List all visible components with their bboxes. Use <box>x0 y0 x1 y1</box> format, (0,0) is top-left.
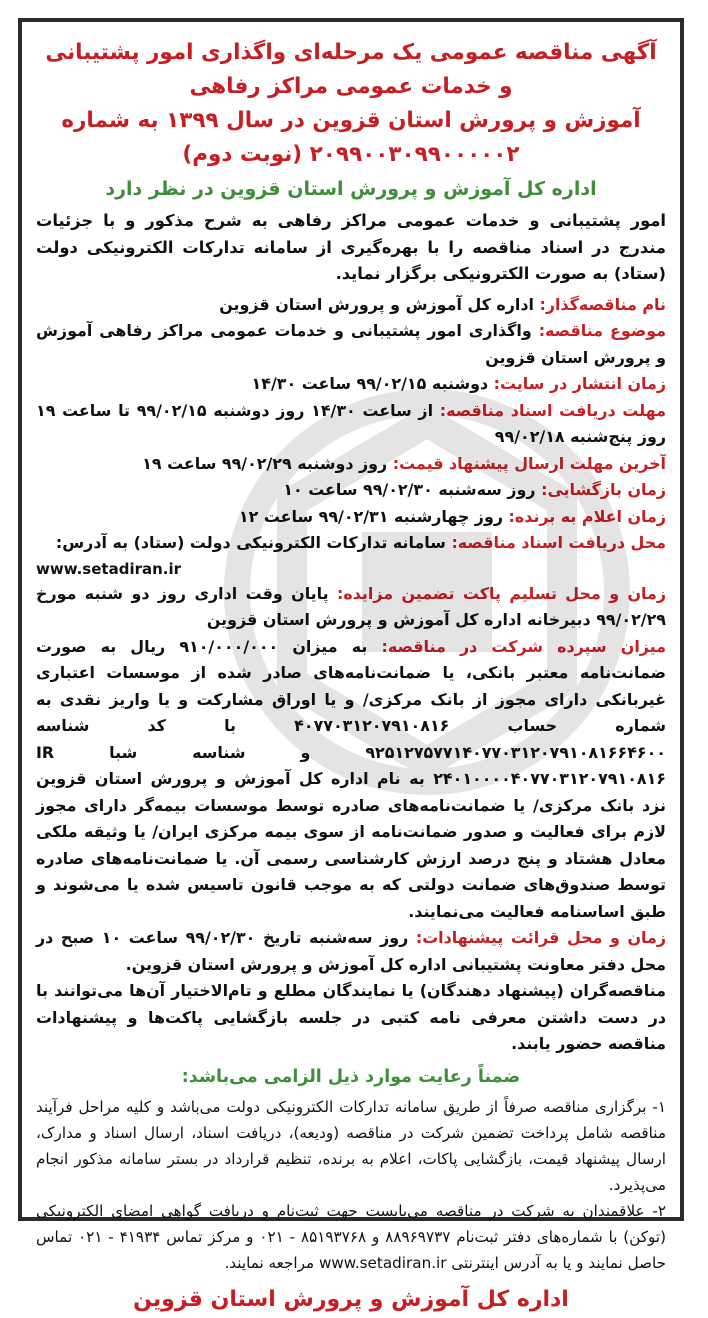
publish-time-value: دوشنبه ۹۹/۰۲/۱۵ ساعت ۱۴/۳۰ <box>251 374 494 393</box>
guarantee-delivery-field <box>36 581 666 634</box>
docs-deadline-field <box>36 398 666 451</box>
organization-line: اداره کل آموزش و پرورش استان قزوین در نظر دارد <box>105 178 597 200</box>
winner-time-value: روز چهارشنبه ۹۹/۰۲/۳۱ ساعت ۱۲ <box>238 506 509 526</box>
guarantee-amount-value: به میزان ۹۱۰/۰۰۰/۰۰۰ ریال به صورت ضمانت‌نامه معتبر بانکی، یا ضمانت‌نامه‌های صادر شده از موسسات اعتباری غیربانکی دارای مجوز از بانک مرکزی/ و یا اوراق مشارکت و یا واریز نقدی به شماره حساب ۴۰۷۷۰۳۱۲۰۷۹۱۰۸۱۶ با کد شناسه ۹۲۵۱۲۷۵۷۷۱۴۰۷۷۰۳۱۲۰۷۹۱۰۸۱۶۶۴۶۰۰ و شناسه شبا IR ۲۴۰۱۰۰۰۰۴۰۷۷۰۳۱۲۰۷۹۱۰۸۱۶ به نام اداره کل آموزش و پرورش استان قزوین نزد بانک مرکزی/ یا ضمانت‌نامه‌های صادره توسط موسسات بیمه‌گر دارای مجوز لازم برای فعالیت و صدور ضمانت‌نامه از سوی بیمه مرکزی ایران/ یا وثیقه ملکی معادل هشتاد و پنج درصد ارزش کارشناسی رسمی آن. یا ضمانت‌نامه‌های صادره توسط صندوق‌های ضمانت دولتی که به موجب قانون تاسیس شده یا می‌شوند و طبق اساسنامه فعالیت می‌نمایند. <box>36 636 667 921</box>
publish-time-label: زمان انتشار در سایت: <box>493 374 666 393</box>
opening-time-value: روز سه‌شنبه ۹۹/۰۲/۳۰ ساعت ۱۰ <box>283 480 542 499</box>
reading-time-value: روز سه‌شنبه تاریخ ۹۹/۰۲/۳۰ ساعت ۱۰ صبح در محل دفتر معاونت پشتیبانی اداره کل آموزش و پرورش استان قزوین. <box>36 928 666 974</box>
bid-deadline-field <box>36 451 666 478</box>
footer-organization: اداره کل آموزش و پرورش استان قزوین <box>133 1286 569 1312</box>
docs-deadline-label: مهلت دریافت اسناد مناقصه: <box>439 400 666 420</box>
docs-place-field <box>36 530 666 557</box>
bid-deadline-value: روز دوشنبه ۹۹/۰۲/۲۹ ساعت ۱۹ <box>142 453 393 473</box>
winner-time-label: زمان اعلام به برنده: <box>508 506 666 526</box>
title-line-1: آگهی مناقصه عمومی یک مرحله‌ای واگذاری امور پشتیبانی و خدمات عمومی مراکز رفاهی <box>45 40 657 99</box>
opening-time-field <box>36 477 666 504</box>
guarantee-delivery-label: زمان و محل تسلیم پاکت تضمین مزایده: <box>337 583 666 603</box>
winner-time-field <box>36 504 666 531</box>
docs-url-link[interactable]: www.setadiran.ir <box>36 559 182 578</box>
bid-deadline-label: آخرین مهلت ارسال پیشنهاد قیمت: <box>392 453 666 473</box>
reading-time-label: زمان و محل قرائت پیشنهادات: <box>415 928 667 947</box>
announcement-frame <box>18 18 684 1312</box>
opening-time-label: زمان بازگشایی: <box>541 480 666 499</box>
docs-deadline-value: از ساعت ۱۴/۳۰ روز دوشنبه ۹۹/۰۲/۱۵ تا ساعت ۱۹ روز پنج‌شنبه ۹۹/۰۲/۱۸ <box>36 400 666 446</box>
guarantee-delivery-value: پایان وقت اداری روز دو شنبه مورخ ۹۹/۰۲/۲۹ دبیرخانه اداره کل آموزش و پرورش استان قزوین <box>36 583 666 629</box>
subject-label: موضوع مناقصه: <box>538 321 666 340</box>
reading-time-field <box>36 925 666 978</box>
subject-value: واگذاری امور پشتیبانی و خدمات عمومی مراکز رفاهی آموزش و پرورش استان قزوین <box>36 321 666 367</box>
docs-place-value: سامانه تدارکات الکترونیکی دولت (ستاد) به آدرس: <box>55 533 452 552</box>
organizer-label: نام مناقصه‌گذار: <box>539 294 666 314</box>
title-line-2: آموزش و پرورش استان قزوین در سال ۱۳۹۹ به شماره ۲۰۹۹۰۰۳۰۹۹۰۰۰۰۰۲ (نوبت دوم) <box>61 108 641 167</box>
publish-time-field <box>36 371 666 398</box>
note-item: ۱- برگزاری مناقصه صرفاً از طریق سامانه تدارکات الکترونیکی دولت می‌باشد و کلیه مراحل فرآیند مناقصه شامل پرداخت تضمین شرکت در مناقصه (ودیعه)، دریافت اسناد، ارسال اسناد و مدارک، ارسال پیشنهاد قیمت، بازگشایی پاکات، اعلام به برنده، تنظیم قرارداد در بستر سامانه مذکور انجام می‌پذیرد. <box>36 1097 666 1194</box>
attendance-paragraph: مناقصه‌گران (پیشنهاد دهندگان) یا نمایندگان مطلع و تام‌الاختیار آن‌ها می‌توانند با در دست داشتن معرفی نامه کتبی در جلسه بازگشایی پاکت‌ها و پیشنهادات مناقصه حضور یابند. <box>36 981 666 1053</box>
guarantee-amount-label: میزان سپرده شرکت در مناقصه: <box>381 636 666 656</box>
note-item: ۲- علاقمندان به شرکت در مناقصه می‌بایست جهت ثبت‌نام و دریافت گواهی امضای الکترونیکی (توکن) با شماره‌های دفتر ثبت‌نام ۸۸۹۶۹۷۳۷ و ۸۵۱۹۳۷۶۸ - ۰۲۱ و مرکز تماس ۴۱۹۳۴ - ۰۲۱ تماس حاصل نمایند و یا به آدرس اینترنتی www.setadiran.ir مراجعه نمایند. <box>36 1201 666 1272</box>
subject-field <box>36 318 666 371</box>
organizer-field <box>36 292 666 319</box>
intro-paragraph: امور پشتیبانی و خدمات عمومی مراکز رفاهی به شرح مذکور و با جزئیات مندرج در اسناد مناقصه را با بهره‌گیری از سامانه تدارکات الکترونیکی دولت (ستاد) به صورت الکترونیکی برگزار نماید. <box>36 211 666 283</box>
organizer-value: اداره کل آموزش و پرورش استان قزوین <box>219 294 540 314</box>
docs-place-label: محل دریافت اسناد مناقصه: <box>451 533 666 552</box>
notes-heading: ضمناً رعایت موارد ذیل الزامی می‌باشد: <box>181 1066 521 1087</box>
guarantee-amount-field <box>36 634 666 926</box>
